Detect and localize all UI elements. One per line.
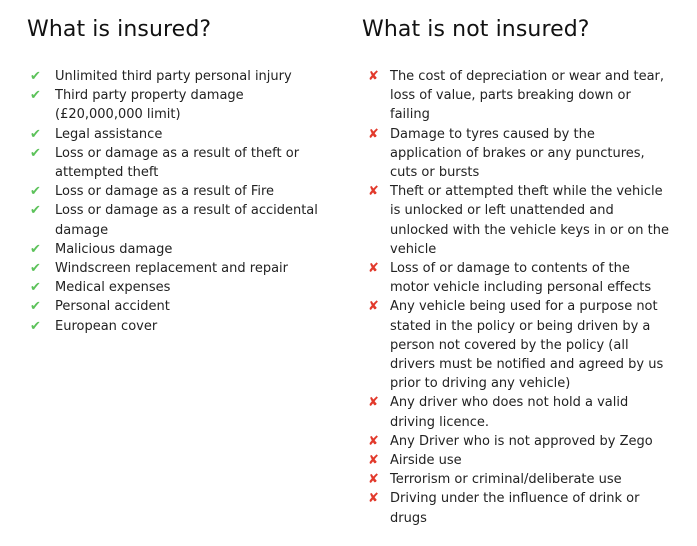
list-item-text: Loss of or damage to contents of the motor vehicle including personal effects bbox=[390, 261, 652, 296]
list-item-text: Damage to tyres caused by the application of brakes or any punctures, cuts or bursts bbox=[390, 126, 645, 181]
list-item bbox=[27, 317, 327, 336]
insured-list bbox=[27, 67, 327, 336]
insured-heading: What is insured? bbox=[27, 17, 212, 42]
list-item-text: Legal assistance bbox=[55, 126, 163, 142]
list-item-text: Any driver who does not hold a valid driving licence. bbox=[390, 395, 629, 430]
list-item-text: Airside use bbox=[390, 453, 462, 469]
cross-icon: ✘ bbox=[368, 453, 379, 469]
check-icon: ✔ bbox=[30, 318, 41, 334]
list-item-text: Windscreen replacement and repair bbox=[55, 261, 289, 277]
list-item bbox=[27, 144, 327, 182]
check-icon: ✔ bbox=[30, 280, 41, 296]
list-item-text: The cost of depreciation or wear and tear, loss of value, parts breaking down or failing bbox=[390, 69, 665, 123]
check-icon: ✔ bbox=[30, 184, 41, 200]
list-item bbox=[362, 67, 670, 125]
check-icon: ✔ bbox=[30, 261, 41, 277]
check-icon: ✔ bbox=[30, 69, 41, 84]
list-item bbox=[362, 393, 670, 431]
list-item bbox=[27, 259, 327, 278]
list-item bbox=[27, 182, 327, 201]
list-item-text: Loss or damage as a result of theft or attempted theft bbox=[55, 145, 300, 181]
check-icon: ✔ bbox=[30, 145, 41, 161]
list-item bbox=[27, 201, 327, 239]
list-item bbox=[362, 451, 670, 470]
list-item-text: Personal accident bbox=[55, 299, 170, 315]
cross-icon: ✘ bbox=[368, 491, 379, 507]
list-item-text: European cover bbox=[55, 318, 158, 334]
cross-icon: ✘ bbox=[368, 261, 379, 277]
list-item bbox=[27, 278, 327, 297]
list-item-text: Third party property damage (£20,000,000 limit) bbox=[55, 88, 244, 123]
check-icon: ✔ bbox=[30, 241, 41, 257]
cross-icon: ✘ bbox=[368, 299, 379, 315]
cross-icon: ✘ bbox=[368, 184, 379, 200]
list-item bbox=[27, 125, 327, 144]
list-item-text: Any vehicle being used for a purpose not stated in the policy or being driven by a person not covered by the policy (all drivers must be notified and agreed by us prior to driving any vehicle) bbox=[390, 299, 664, 392]
list-item bbox=[362, 470, 670, 489]
check-icon: ✔ bbox=[30, 88, 41, 104]
cross-icon: ✘ bbox=[368, 69, 379, 84]
list-item bbox=[362, 125, 670, 183]
not-insured-heading: What is not insured? bbox=[362, 17, 590, 42]
check-icon: ✔ bbox=[30, 299, 41, 315]
list-item-text: Loss or damage as a result of accidental damage bbox=[55, 203, 318, 238]
list-item bbox=[362, 182, 670, 259]
list-item bbox=[362, 489, 670, 527]
check-icon: ✔ bbox=[30, 203, 41, 219]
cross-icon: ✘ bbox=[368, 472, 379, 488]
list-item-text: Malicious damage bbox=[55, 241, 173, 257]
list-item bbox=[362, 432, 670, 451]
list-item bbox=[362, 297, 670, 393]
cross-icon: ✘ bbox=[368, 395, 379, 411]
list-item bbox=[27, 67, 327, 86]
list-item-text: Driving under the influence of drink or drugs bbox=[390, 491, 640, 526]
list-item-text: Any Driver who is not approved by Zego bbox=[390, 433, 653, 449]
list-item bbox=[27, 240, 327, 259]
cross-icon: ✘ bbox=[368, 126, 379, 142]
list-item-text: Unlimited third party personal injury bbox=[55, 69, 292, 84]
list-item-text: Medical expenses bbox=[55, 280, 171, 296]
list-item bbox=[27, 297, 327, 316]
list-item-text: Terrorism or criminal/deliberate use bbox=[390, 472, 622, 488]
list-item bbox=[27, 86, 327, 124]
list-item-text: Theft or attempted theft while the vehicle is unlocked or left unattended and unlocked with the vehicle keys in or on the vehicle bbox=[390, 184, 669, 257]
cross-icon: ✘ bbox=[368, 433, 379, 449]
not-insured-list bbox=[362, 67, 670, 528]
list-item bbox=[362, 259, 670, 297]
list-item-text: Loss or damage as a result of Fire bbox=[55, 184, 275, 200]
check-icon: ✔ bbox=[30, 126, 41, 142]
